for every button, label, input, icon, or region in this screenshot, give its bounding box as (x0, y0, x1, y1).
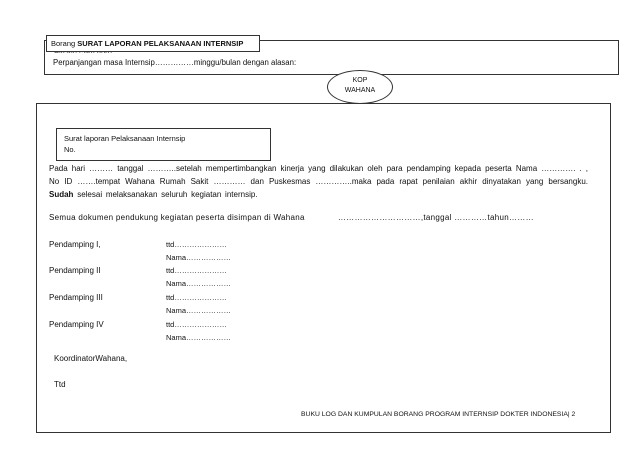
letter-number-box (56, 128, 271, 161)
pendamping-4-label: Pendamping IV (49, 320, 104, 329)
koordinator-label: KoordinatorWahana, (54, 354, 128, 363)
pendamping-4-nama: Nama……………… (166, 333, 232, 342)
pendamping-3-nama: Nama……………… (166, 306, 232, 315)
pendamping-1-ttd: ttd………………… (166, 240, 227, 249)
pendamping-1-label: Pendamping I, (49, 240, 101, 249)
letter-title: Surat laporan Pelaksanaan Internsip (64, 134, 186, 143)
kop-line1: KOP (352, 77, 368, 84)
pendamping-3-ttd: ttd………………… (166, 293, 227, 302)
koordinator-ttd: Ttd (54, 380, 66, 389)
pendamping-2-ttd: ttd………………… (166, 266, 227, 275)
kop-wahana-oval (327, 70, 393, 104)
form-tab-label (46, 35, 260, 52)
pendamping-2-nama: Nama……………… (166, 279, 232, 288)
kop-line2: WAHANA (344, 87, 376, 94)
paragraph-bold-word: Sudah (49, 189, 74, 199)
pendamping-2-label: Pendamping II (49, 266, 101, 275)
tab-prefix: Borang (51, 39, 76, 48)
paragraph-part2: selesai melaksanakan seluruh kegiatan internsip. (77, 189, 258, 199)
letter-number: No. (64, 145, 76, 154)
place-date-line: …………………………,tanggal …………tahun……… (337, 213, 534, 222)
pendamping-3-label: Pendamping III (49, 293, 103, 302)
documents-stored-line (49, 213, 534, 222)
pendamping-4-ttd: ttd………………… (166, 320, 227, 329)
extension-line: Perpanjangan masa Internsip……………minggu/bulan dengan alasan: (53, 58, 297, 67)
paragraph-part1: Pada hari ……… tanggal ………..setelah mempertimbangkan kinerja yang dilakukan oleh para pendamping kepada peserta Nama …………. . , No ID …….tempat Wahana Rumah Sakit ………… dan Puskesmas …………..maka pada rapat penilaian akhir dinyatakan yang bersangku. (49, 164, 588, 186)
pendamping-1-nama: Nama……………… (166, 253, 232, 262)
report-paragraph (49, 163, 588, 201)
tab-title: SURAT LAPORAN PELAKSANAAN INTERNSIP (77, 39, 244, 48)
documents-text: Semua dokumen pendukung kegiatan peserta disimpan di Wahana (49, 213, 305, 222)
page-footer: BUKU LOG DAN KUMPULAN BORANG PROGRAM INTERNSIP DOKTER INDONESIA| 2 (301, 411, 576, 418)
